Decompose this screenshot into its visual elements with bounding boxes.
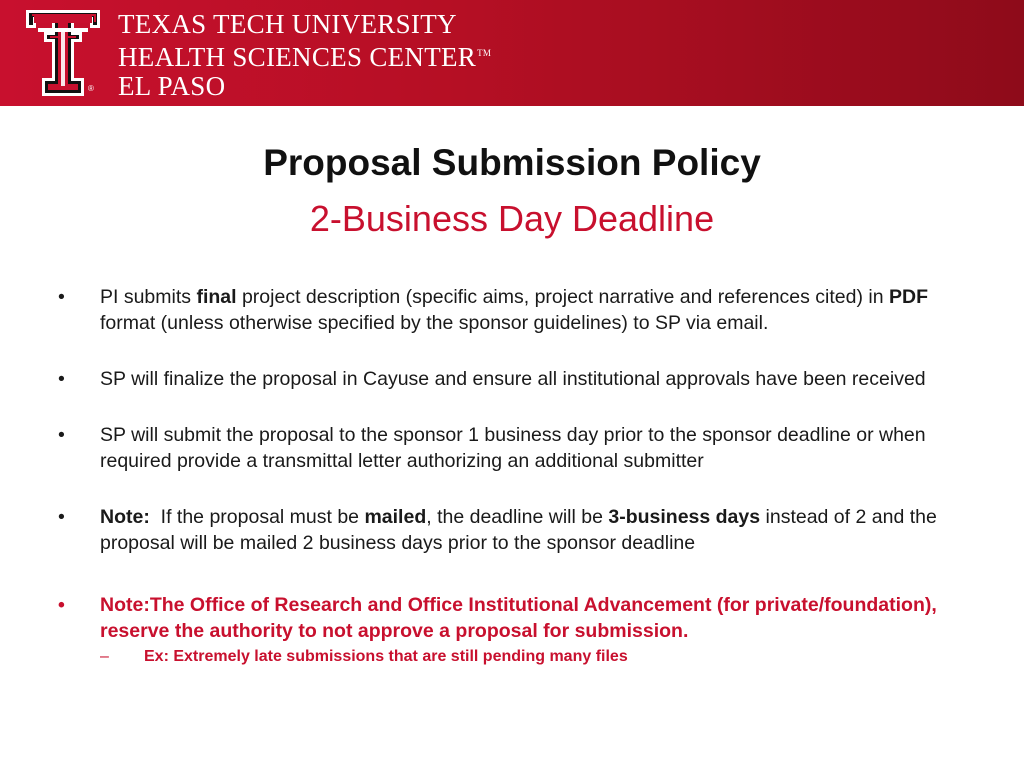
bullet-marker: • xyxy=(58,286,65,308)
header-banner xyxy=(0,0,1024,106)
bullet-marker: • xyxy=(58,368,65,390)
institution-wordmark xyxy=(118,10,491,101)
registered-mark: ® xyxy=(88,84,94,93)
bullet-item-mailed-note: • Note: If the proposal must be mailed, the deadline will be 3-business days instead of 2 and the proposal will be mailed 2 business days prior to the sponsor deadline xyxy=(58,506,937,554)
sub-bullet-dash: – xyxy=(100,648,109,665)
bullet-list xyxy=(58,284,968,668)
bullet-item-final-pdf: • PI submits final project description (specific aims, project narrative and references cited) in PDF format (unless otherwise specified by the sponsor guidelines) to SP via email. xyxy=(58,286,928,334)
bullet-item-authority-note: • Note:The Office of Research and Office Institutional Advancement (for private/foundation), reserve the authority to not approve a proposal for submission. – Ex: Extremely late submissions that are still pending many files xyxy=(58,592,968,668)
bullet-marker: • xyxy=(58,506,65,528)
slide-title: Proposal Submission Policy xyxy=(263,142,761,183)
bullet-item-finalize-cayuse: • SP will finalize the proposal in Cayuse and ensure all institutional approvals have been received xyxy=(58,368,926,390)
slide-subtitle: 2-Business Day Deadline xyxy=(309,198,715,239)
wordmark-line-3: EL PASO xyxy=(118,71,226,101)
wordmark-line-1: TEXAS TECH UNIVERSITY xyxy=(118,9,457,39)
bullet-marker: • xyxy=(58,594,65,616)
sub-bullet-late-submissions: – Ex: Extremely late submissions that are still pending many files xyxy=(100,646,968,668)
bullet-item-submit-sponsor: • SP will submit the proposal to the sponsor 1 business day prior to the sponsor deadline or when required provide a transmittal letter authorizing an additional submitter xyxy=(58,424,926,472)
bullet-marker: • xyxy=(58,424,65,446)
wordmark-line-2: HEALTH SCIENCES CENTER™ xyxy=(118,42,492,72)
trademark-mark: TM xyxy=(477,48,492,58)
